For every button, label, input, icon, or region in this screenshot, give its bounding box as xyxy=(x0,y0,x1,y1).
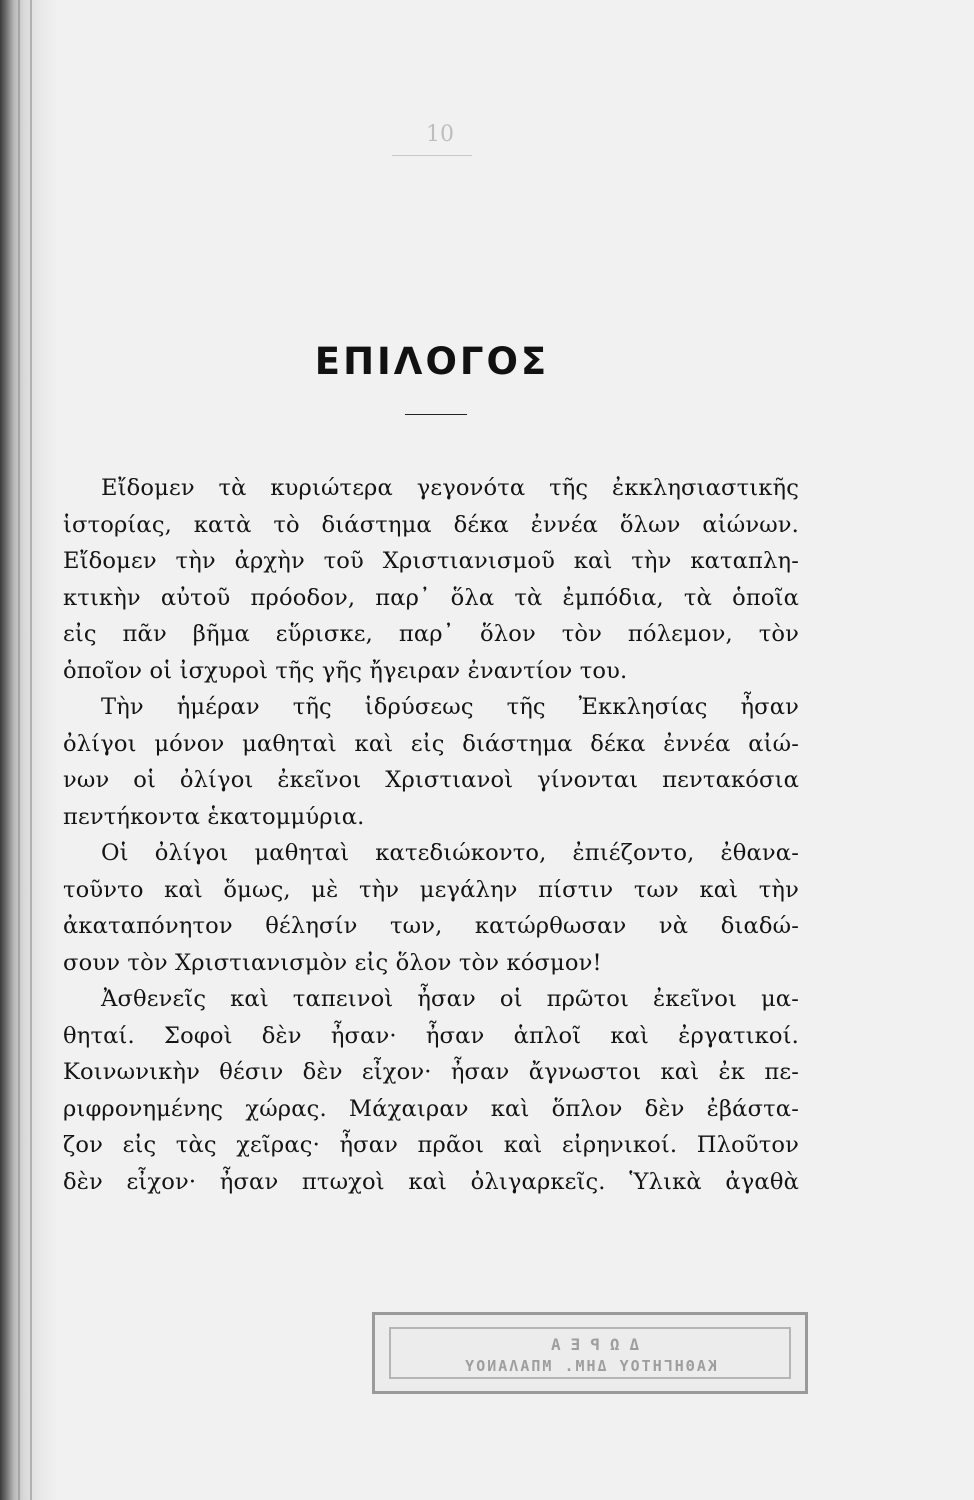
text-line: κτικὴν αὐτοῦ πρόοδον, παρ᾽ ὅλα τὰ ἐμπόδια, τὰ ὁποῖα xyxy=(63,584,799,611)
text-line: Τὴν ἡμέραν τῆς ἱδρύσεως τῆς Ἐκκλησίας ἦσαν xyxy=(101,694,799,720)
body-text xyxy=(63,470,799,1200)
text-line: Κοινωνικὴν θέσιν δὲν εἶχον· ἦσαν ἄγνωστοι καὶ ἐκ πε- xyxy=(63,1059,799,1085)
binding-crease xyxy=(30,0,32,1500)
text-line: Οἱ ὀλίγοι μαθηταὶ κατεδιώκοντο, ἐπιέζοντο, ἐθανα- xyxy=(101,840,799,866)
stamp-line: ΔΩΡΕΑ xyxy=(540,1335,640,1354)
text-line: σουν τὸν Χριστιανισμὸν εἰς ὅλον τὸν κόσμον! xyxy=(63,949,602,976)
library-stamp xyxy=(372,1312,808,1394)
text-line: εἰς πᾶν βῆμα εὕρισκε, παρ᾽ ὅλον τὸν πόλεμον, τὸν xyxy=(63,621,799,647)
stamp-frame xyxy=(389,1327,791,1379)
header-rule xyxy=(392,155,472,156)
text-line: νων οἱ ὀλίγοι ἐκεῖνοι Χριστιανοὶ γίνονται πεντακόσια xyxy=(63,767,799,793)
text-line: δὲν εἶχον· ἦσαν πτωχοὶ καὶ ὀλιγαρκεῖς. Ὑλικὰ ἀγαθὰ xyxy=(63,1168,799,1195)
title-underline xyxy=(405,414,467,415)
text-line: ζον εἰς τὰς χεῖρας· ἦσαν πρᾶοι καὶ εἰρηνικοί. Πλοῦτον xyxy=(63,1132,799,1158)
binding-crease xyxy=(18,0,20,1500)
text-line: ριφρονημένης χώρας. Μάχαιραν καὶ ὅπλον δὲν ἐβάστα- xyxy=(63,1095,799,1122)
text-line: Ἀσθενεῖς καὶ ταπεινοὶ ἦσαν οἱ πρῶτοι ἐκεῖνοι μα- xyxy=(101,986,799,1012)
stamp-line: ΚΑΘΗΓΗΤΟΥ ΔΗΜ. ΜΠΑΛΑΝΟΥ xyxy=(463,1357,717,1375)
page-number: 10 xyxy=(426,122,454,147)
text-line: πεντήκοντα ἑκατομμύρια. xyxy=(63,803,365,830)
text-line: ἀκαταπόνητον θέλησίν των, κατώρθωσαν νὰ διαδώ- xyxy=(63,913,799,939)
page-binding-edge xyxy=(0,0,58,1500)
text-line: ὁποῖον οἱ ἰσχυροὶ τῆς γῆς ἤγειραν ἐναντίον του. xyxy=(63,657,628,684)
text-line: ἱστορίας, κατὰ τὸ διάστημα δέκα ἐννέα ὅλων αἰώνων. xyxy=(63,511,799,538)
page-title: ΕΠΙΛΟΓΟΣ xyxy=(314,340,550,383)
text-line: ὀλίγοι μόνον μαθηταὶ καὶ εἰς διάστημα δέκα ἐννέα αἰώ- xyxy=(63,730,799,757)
text-line: τοῦντο καὶ ὅμως, μὲ τὴν μεγάλην πίστιν των καὶ τὴν xyxy=(63,876,799,903)
text-line: Εἴδομεν τὴν ἀρχὴν τοῦ Χριστιανισμοῦ καὶ τὴν καταπλη- xyxy=(63,548,799,574)
text-line: Εἴδομεν τὰ κυριώτερα γεγονότα τῆς ἐκκλησιαστικῆς xyxy=(101,475,799,501)
text-line: θηταί. Σοφοὶ δὲν ἦσαν· ἦσαν ἁπλοῖ καὶ ἐργατικοί. xyxy=(63,1022,799,1049)
